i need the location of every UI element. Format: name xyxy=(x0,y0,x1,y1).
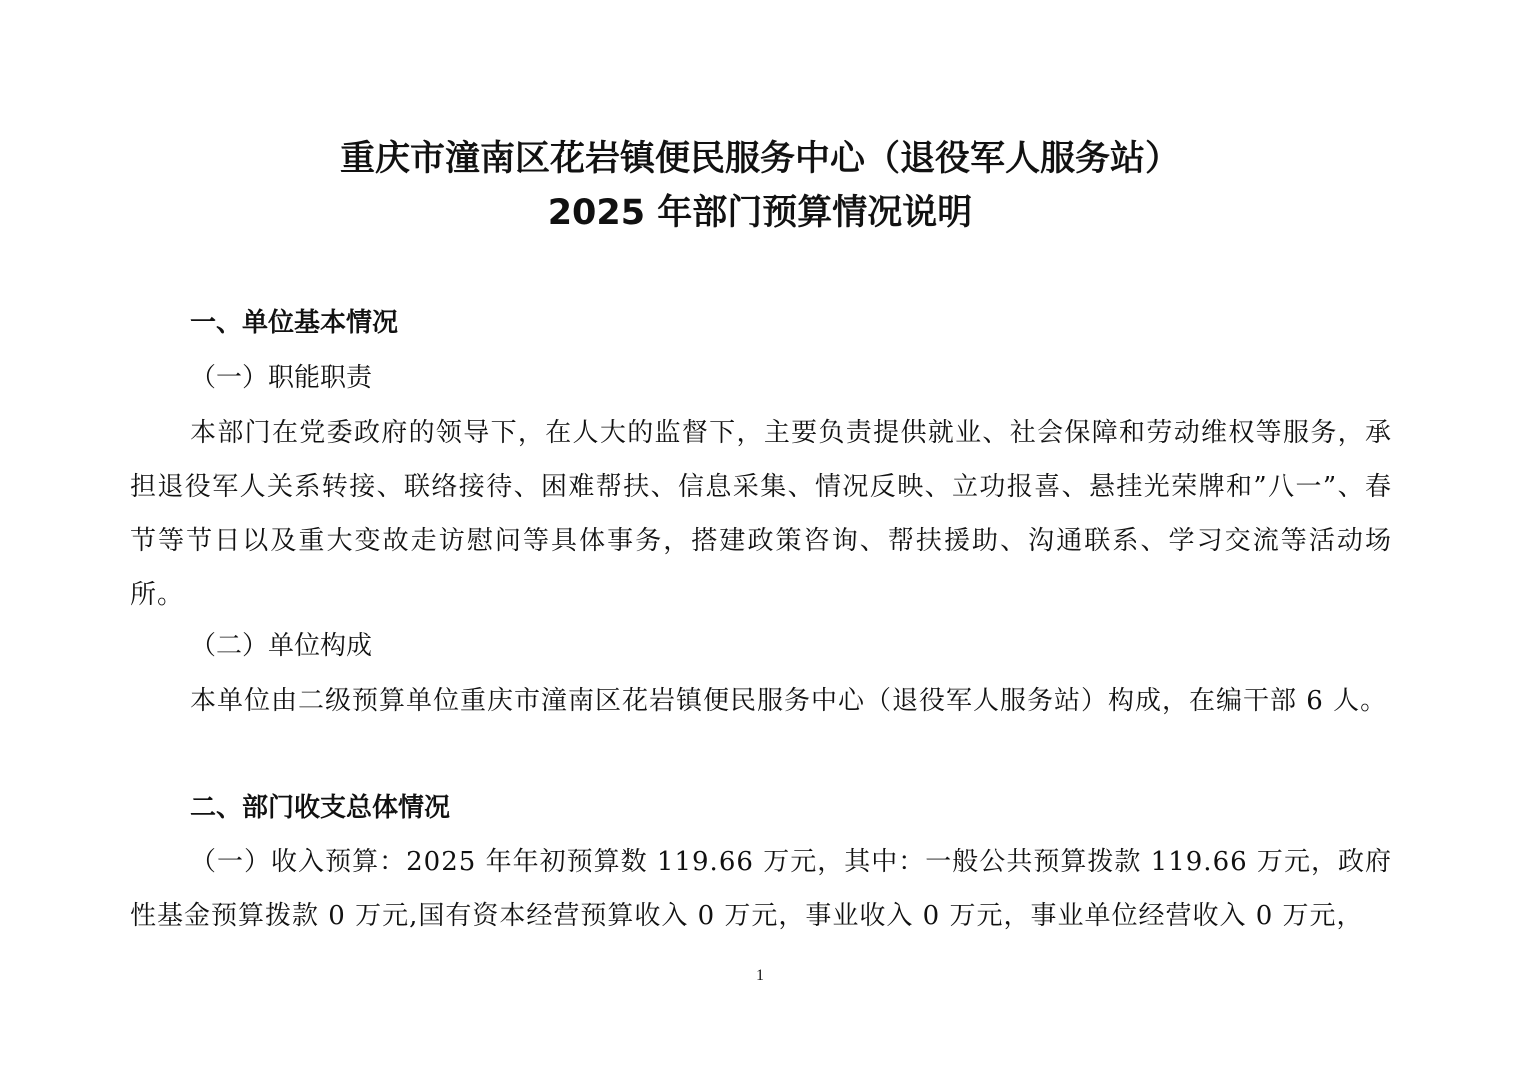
document-title-line2: 2025 年部门预算情况说明 xyxy=(547,193,973,233)
page-number: 1 xyxy=(756,967,764,984)
paragraph-functions: 本部门在党委政府的领导下，在人大的监督下，主要负责提供就业、社会保障和劳动维权等服务，承担退役军人关系转接、联络接待、困难帮扶、信息采集、情况反映、立功报喜、悬挂光荣牌和”八一”、春节等节日以及重大变故走访慰问等具体事务，搭建政策咨询、帮扶援助、沟通联系、学习交流等活动场所。 xyxy=(130,418,1392,610)
paragraph-income-budget: （一）收入预算：2025 年年初预算数 119.66 万元，其中：一般公共预算拨款 119.66 万元，政府性基金预算拨款 0 万元,国有资本经营预算收入 0 万元，事业收入 0 万元，事业单位经营收入 0 万元， xyxy=(130,847,1392,931)
document-title-line1: 重庆市潼南区花岩镇便民服务中心（退役军人服务站） xyxy=(339,139,1180,179)
subsection-heading-functions: （一）职能职责 xyxy=(190,363,373,393)
section-heading-overall-budget: 二、部门收支总体情况 xyxy=(190,793,451,823)
subsection-heading-composition: （二）单位构成 xyxy=(190,631,373,661)
section-heading-basic-info: 一、单位基本情况 xyxy=(190,308,399,338)
paragraph-composition: 本单位由二级预算单位重庆市潼南区花岩镇便民服务中心（退役军人服务站）构成，在编干部 6 人。 xyxy=(190,686,1388,716)
